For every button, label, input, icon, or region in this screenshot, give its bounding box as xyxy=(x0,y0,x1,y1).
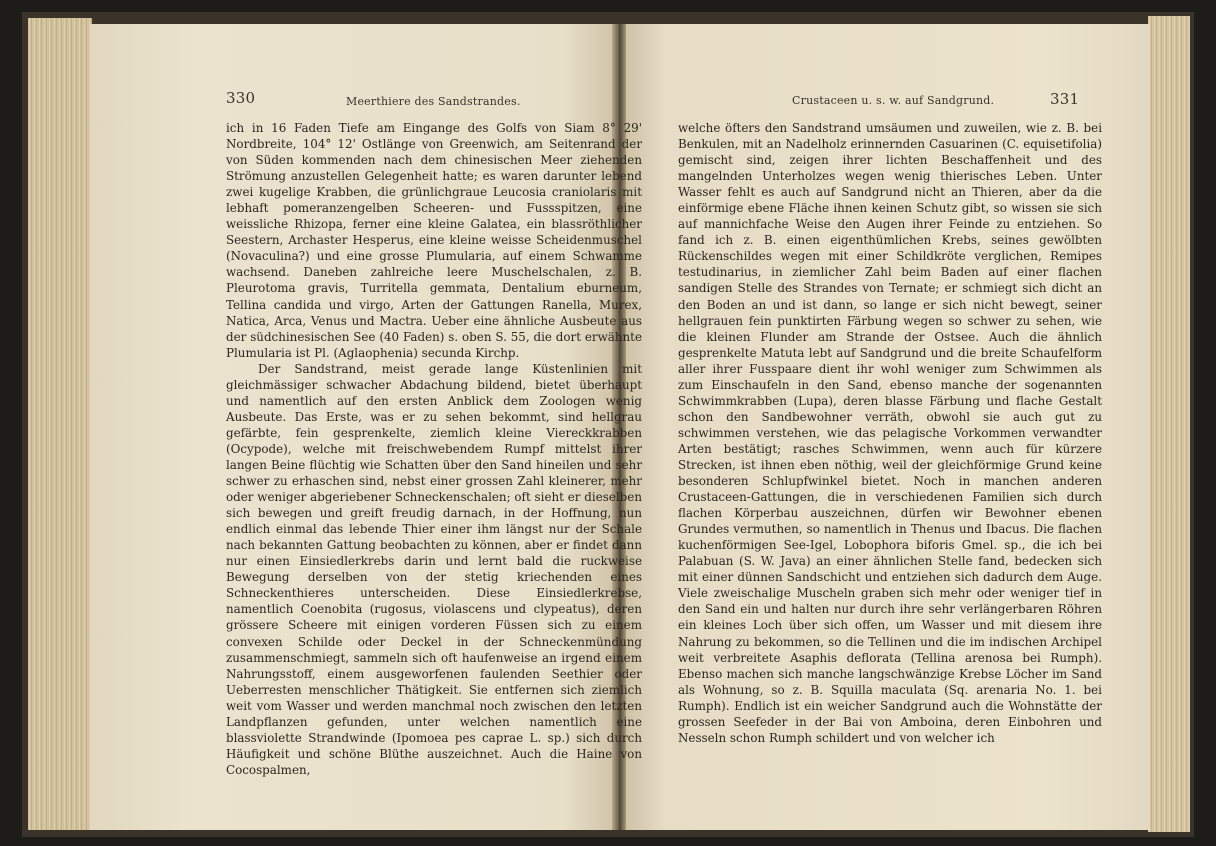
paragraph: ich in 16 Faden Tiefe am Eingange des Golfs von Siam 8° 29' Nordbreite, 104° 12' Ostlänge von Greenwich, am Seitenrand der von Süden kommenden nach dem chinesischen Meer ziehenden Strömung anzustellen Gelegenheit hatte; es waren darunter lebend zwei kugelige Krabben, die grünlichgraue Leucosia craniolaris mit lebhaft pomeranzengelben Scheeren- und Fussspitzen, eine weissliche Rhizopa, ferner eine kleine Galatea, ein blassröthlicher Seestern, Archaster Hesperus, eine kleine weisse Scheidenmuschel (Novaculina?) und eine grosse Plumularia, auf einem Schwamme wachsend. Daneben zahlreiche leere Muschelschalen, z. B. Pleurotoma gravis, Turritella gemmata, Dentalium eburneum, Tellina candida und virgo, Arten der Gattungen Ranella, Murex, Natica, Arca, Venus und Mactra. Ueber eine ähnliche Ausbeute aus der südchinesischen See (40 Faden) s. oben S. 55, die dort erwähnte Plumularia ist Pl. (Aglaophenia) secunda Kirchp. xyxy=(226,121,642,360)
left-page-text xyxy=(226,120,642,778)
left-running-head: Meerthiere des Sandstrandes. xyxy=(346,95,521,108)
page-edges-right xyxy=(1148,16,1190,832)
right-page-text xyxy=(678,120,1102,746)
right-page-header xyxy=(678,88,1102,112)
right-page-number: 331 xyxy=(1050,90,1080,108)
paragraph: Der Sandstrand, meist gerade lange Küstenlinien mit gleichmässiger schwacher Abdachung bildend, bietet überhaupt und namentlich auf den ersten Anblick dem Zoologen wenig Ausbeute. Das Erste, was er zu sehen bekommt, sind hellgrau gefärbte, fein gesprenkelte, ziemlich kleine Viereckkrabben (Ocypode), welche mit freischwebendem Rumpf mittelst ihrer langen Beine flüchtig wie Schatten über den Sand hineilen und sehr schwer zu erhaschen sind, nebst einer grossen Zahl kleinerer, mehr oder weniger abgeriebener Schneckenschalen; oft sieht er dieselben sich bewegen und greift freudig darnach, in der Hoffnung, nun endlich einmal das lebende Thier einer ihm längst nur der Schale nach bekannten Gattung beobachten zu können, aber er findet dann nur einen Einsiedlerkrebs darin und lernt bald die ruckweise Bewegung derselben von der stetig kriechenden eines Schneckenthieres unterscheiden. Diese Einsiedlerkrebse, namentlich Coenobita (rugosus, violascens und clypeatus), deren grössere Scheere mit einigen vorderen Füssen sich zu einem convexen Schilde oder Deckel in der Schneckenmündung zusammenschmiegt, sammeln sich oft haufenweise an irgend einem Nahrungsstoff, einem ausgeworfenen faulenden Seethier oder Ueberresten menschlicher Thätigkeit. Sie entfernen sich ziemlich weit vom Wasser und werden manchmal noch zwischen den letzten Landpflanzen gefunden, unter welchen namentlich eine blassviolette Strandwinde (Ipomoea pes caprae L. sp.) sich durch Häufigkeit und schöne Blüthe auszeichnet. Auch die Haine von Cocospalmen, xyxy=(226,361,642,777)
left-page-number: 330 xyxy=(226,89,256,107)
left-page-header xyxy=(226,89,642,117)
page-edges-left xyxy=(28,18,92,830)
paragraph: welche öfters den Sandstrand umsäumen und zuweilen, wie z. B. bei Benkulen, mit an Nadelholz erinnernden Casuarinen (C. equisetifolia) gemischt sind, zeigen ihrer lichten Beschaffenheit und des mangelnden Unterholzes wegen wenig thierisches Leben. Unter Wasser fehlt es auch auf Sandgrund nicht an Thieren, aber da die einförmige ebene Fläche ihnen keinen Schutz gibt, so wissen sie sich auf mannichfache Weise den Augen ihrer Feinde zu entziehen. So fand ich z. B. einen eigenthümlichen Krebs, seines gewölbten Rückenschildes wegen mit einer Schildkröte verglichen, Remipes testudinarius, in ziemlicher Zahl beim Baden auf einer flachen sandigen Stelle des Strandes von Ternate; er schmiegt sich dicht an den Boden an und ist dann, so lange er sich nicht bewegt, seiner hellgrauen fein punktirten Färbung wegen so schwer zu sehen, wie die kleinen Flunder am Strande der Ostsee. Auch die ähnlich gesprenkelte Matuta lebt auf Sandgrund und die breite Schaufelform aller ihrer Fusspaare dient ihr wohl weniger zum Schwimmen als zum Einschaufeln in den Sand, ebenso manche der sogenannten Schwimmkrabben (Lupa), deren blasse Färbung und flache Gestalt schon den Sandbewohner verräth, obwohl sie auch gut zu schwimmen verstehen, wie das pelagische Vorkommen verwandter Arten bestätigt; rasches Schwimmen, wenn auch für kürzere Strecken, ist ihnen eben nöthig, weil der gleichförmige Grund keine besonderen Schlupfwinkel bietet. Noch in manchen anderen Crustaceen-Gattungen, die in verschiedenen Familien sich durch flachen Körperbau auszeichnen, dürfen wir Bewohner ebenen Grundes vermuthen, so namentlich in Thenus und Ibacus. Die flachen kuchenförmigen See-Igel, Lobophora biforis Gmel. sp., die ich bei Palabuan (S. W. Java) an einer ähnlichen Stelle fand, bedecken sich mit einer dünnen Sandschicht und entziehen sich dadurch dem Auge. Viele zweischalige Muscheln graben sich mehr oder weniger tief in den Sand ein und halten nur durch ihre sehr verlängerbaren Röhren ein kleines Loch über sich offen, um Wasser und mit diesem ihre Nahrung zu bekommen, so die Tellinen und die im indischen Archipel weit verbreitete Asaphis deflorata (Tellina arenosa bei Rumph). Ebenso machen sich manche langschwänzige Krebse Löcher im Sand als Wohnung, so z. B. Squilla maculata (Sq. arenaria No. 1. bei Rumph). Endlich ist ein weicher Sandgrund auch die Wohnstätte der grossen Seefeder in der Bai von Amboina, deren Einbohren und Nesseln schon Rumph schildert und von welcher ich xyxy=(678,121,1102,745)
right-running-head: Crustaceen u. s. w. auf Sandgrund. xyxy=(792,94,995,107)
